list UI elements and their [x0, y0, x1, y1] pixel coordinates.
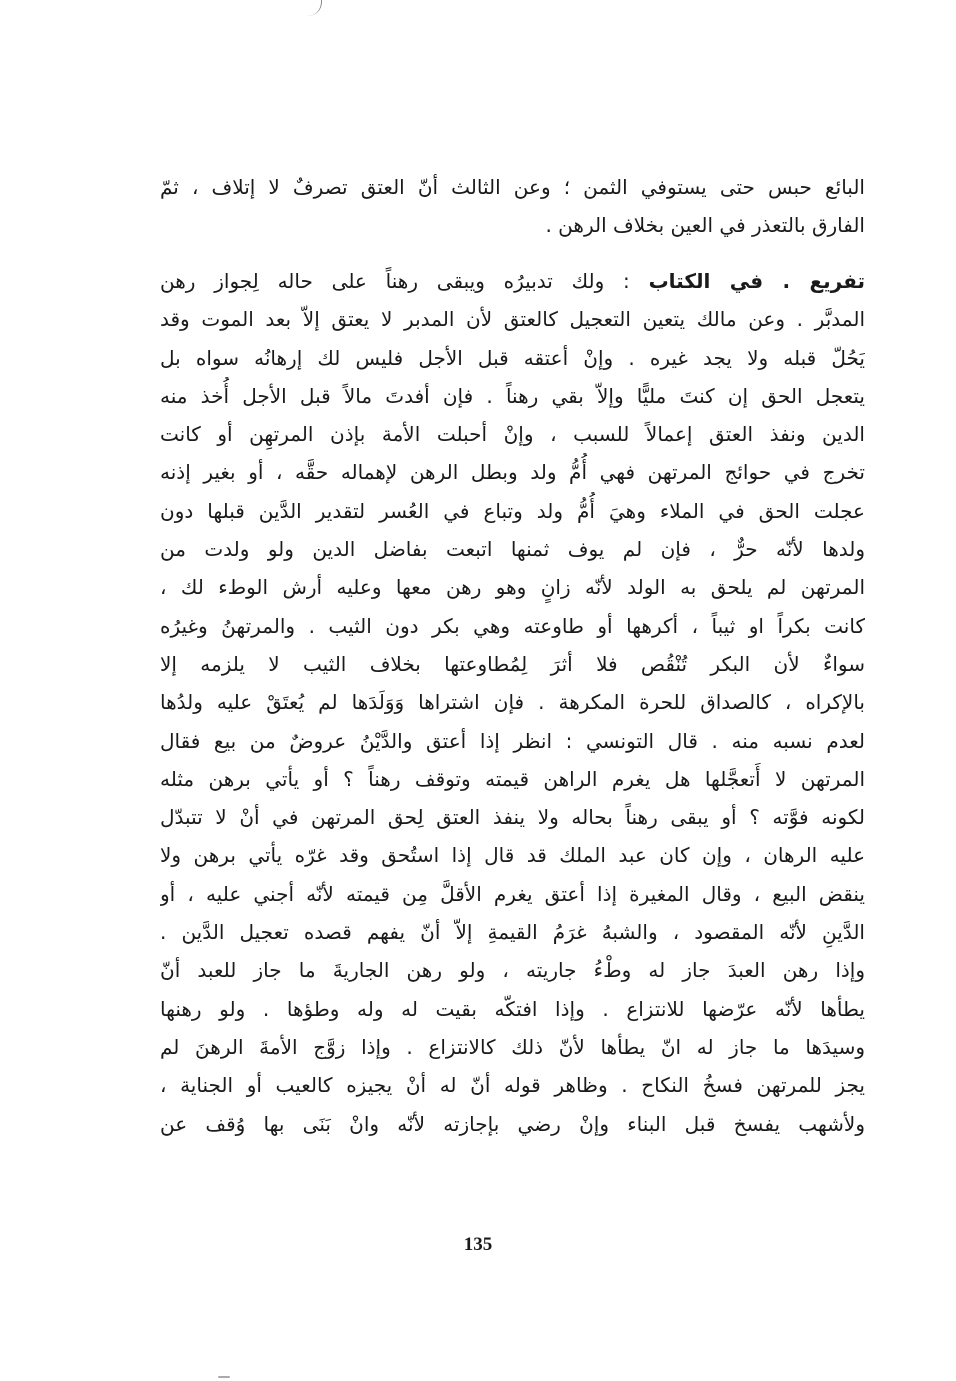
text-line: وإذا رهن العبدَ جاز له وطْءُ جاريته ، ولو رهن الجاريةَ ما جاز للعبد أنّ: [160, 958, 865, 983]
text-line: لعدم نسبه منه . قال التونسي : انظر إذا أعتق والدَّيْنُ عروضٌ من بيع فقال: [160, 728, 865, 753]
scan-mark: [307, 0, 322, 16]
text-line: تخرج في حوائج المرتهن فهي أُمُّ ولد وبطل الرهن لإهماله حقَّه ، أو بغير إذنه: [160, 460, 865, 485]
text-line: المرتهن لا أَتعجَّلها هل يغرم الراهن قيمته وتوقف رهناً ؟ أو يأتي برهن مثله: [160, 766, 865, 791]
text-line: ولأشهب يفسخ قبل البناء وإنْ رضي بإجازته لأنّه وانْ بَنَى بها وُقف عن: [160, 1111, 865, 1136]
text-line: المرتهن لم يلحق به الولد لأنّه زانٍ وهو رهن معها وعليه أرش الوطء لك ،: [160, 575, 865, 600]
text-line: عليه الرهان ، وإن كان عبد الملك قد قال إذا استُحق وقد غرّه يأتي برهن ولا: [160, 843, 865, 868]
text-line: كانت بكراً او ثيباً ، أكرهها أو طاوعته وهي بكر دون الثيب . والمرتهنُ وغيرُه: [160, 613, 865, 638]
text-line: [160, 1143, 865, 1181]
text-line: وسيدَها ما جاز له انّ يطأها لأنّ ذلك كالانتزاع . وإذا زوَّج الأمةَ الرهنَ لم: [160, 1034, 865, 1059]
text-line: يَحُلّ قبله ولا يجد غيره . وإنْ أعتقه قبل الأجل فليس لك إرهانُه سواه بل: [160, 345, 865, 370]
text-line: يطأها لأنّه عرّضها للانتزاع . وإذا افتكّه بقيت له وله وطؤها . ولو رهنها: [160, 996, 865, 1021]
text-line: الدَّينِ لأنّه المقصود ، والشبهُ غرَمُ القيمةِ إلاّ أنّ يفهم قصده تعجيل الدَّين .: [160, 920, 865, 945]
text-line: المدبَّر . وعن مالك يتعين التعجيل كالعتق لأن المدبر لا يعتق إلاّ بعد الموت وقد: [160, 307, 865, 332]
text-line: بالإكراه ، كالصداق للحرة المكرهة . فإن اشتراها وَوَلَدَها لم يُعتَقْ عليه ولدُها: [160, 690, 865, 715]
text-line: لكونه فوَّته ؟ أو يبقى رهناً بحاله ولا ينفذ العتق لِحق المرتهن في أنْ لا تتبدّل: [160, 805, 865, 830]
text-line: [160, 262, 865, 300]
text-line: ولدها لأنّه حرٌّ ، فإن لم يوف ثمنها اتبعت بفاضل الدين ولو ولدت من: [160, 537, 865, 562]
text-line: يتعجل الحق إن كنتَ مليًّا وإلاّ بقي رهناً . فإن أفدتَ مالاً قبل الأجل أُخذ منه: [160, 383, 865, 408]
text-line: البائع حبس حتى يستوفي الثمن ؛ وعن الثالث أنّ العتق تصرفٌ لا إتلاف ، ثمّ: [160, 175, 865, 199]
text-line: يجز للمرتهن فسخُ النكاح . وظاهر قوله أنّ له أنْ يجيزه كالعيب أو الجناية ،: [160, 1073, 865, 1098]
text-line: عجلت الحق في الملاء وهيَ أُمُّ ولد وتباع في العُسر لتقدير الدَّين قبلها دون: [160, 498, 865, 523]
page-number: 135: [463, 1234, 493, 1255]
text-line: ينقض البيع ، وقال المغيرة إذا أعتق يغرم الأقلَّ مِن قيمته لأنّه أجني عليه ، أو: [160, 881, 865, 906]
text-line: سواءٌ لأن البكر تُنْقُص فلا أثرَ لِمُطاوعتها بخلاف الثيب لا يلزمه إلا: [160, 651, 865, 676]
text-line: الفارق بالتعذر في العين بخلاف الرهن .: [545, 213, 865, 238]
text-line: الدين ونفذ العتق إعمالاً للسبب ، وإنْ أحبلت الأمة بإذن المرتهِن أو كانت: [160, 422, 865, 447]
paragraph-1: [160, 168, 865, 245]
paragraph-2: [160, 262, 865, 1181]
lead-rest: : ولك تدبيرُه ويبقى رهناً على حاله لِجواز رهن: [160, 269, 649, 293]
scan-mark: [218, 1376, 230, 1378]
section-lead: تفريع . في الكتاب: [648, 269, 865, 293]
